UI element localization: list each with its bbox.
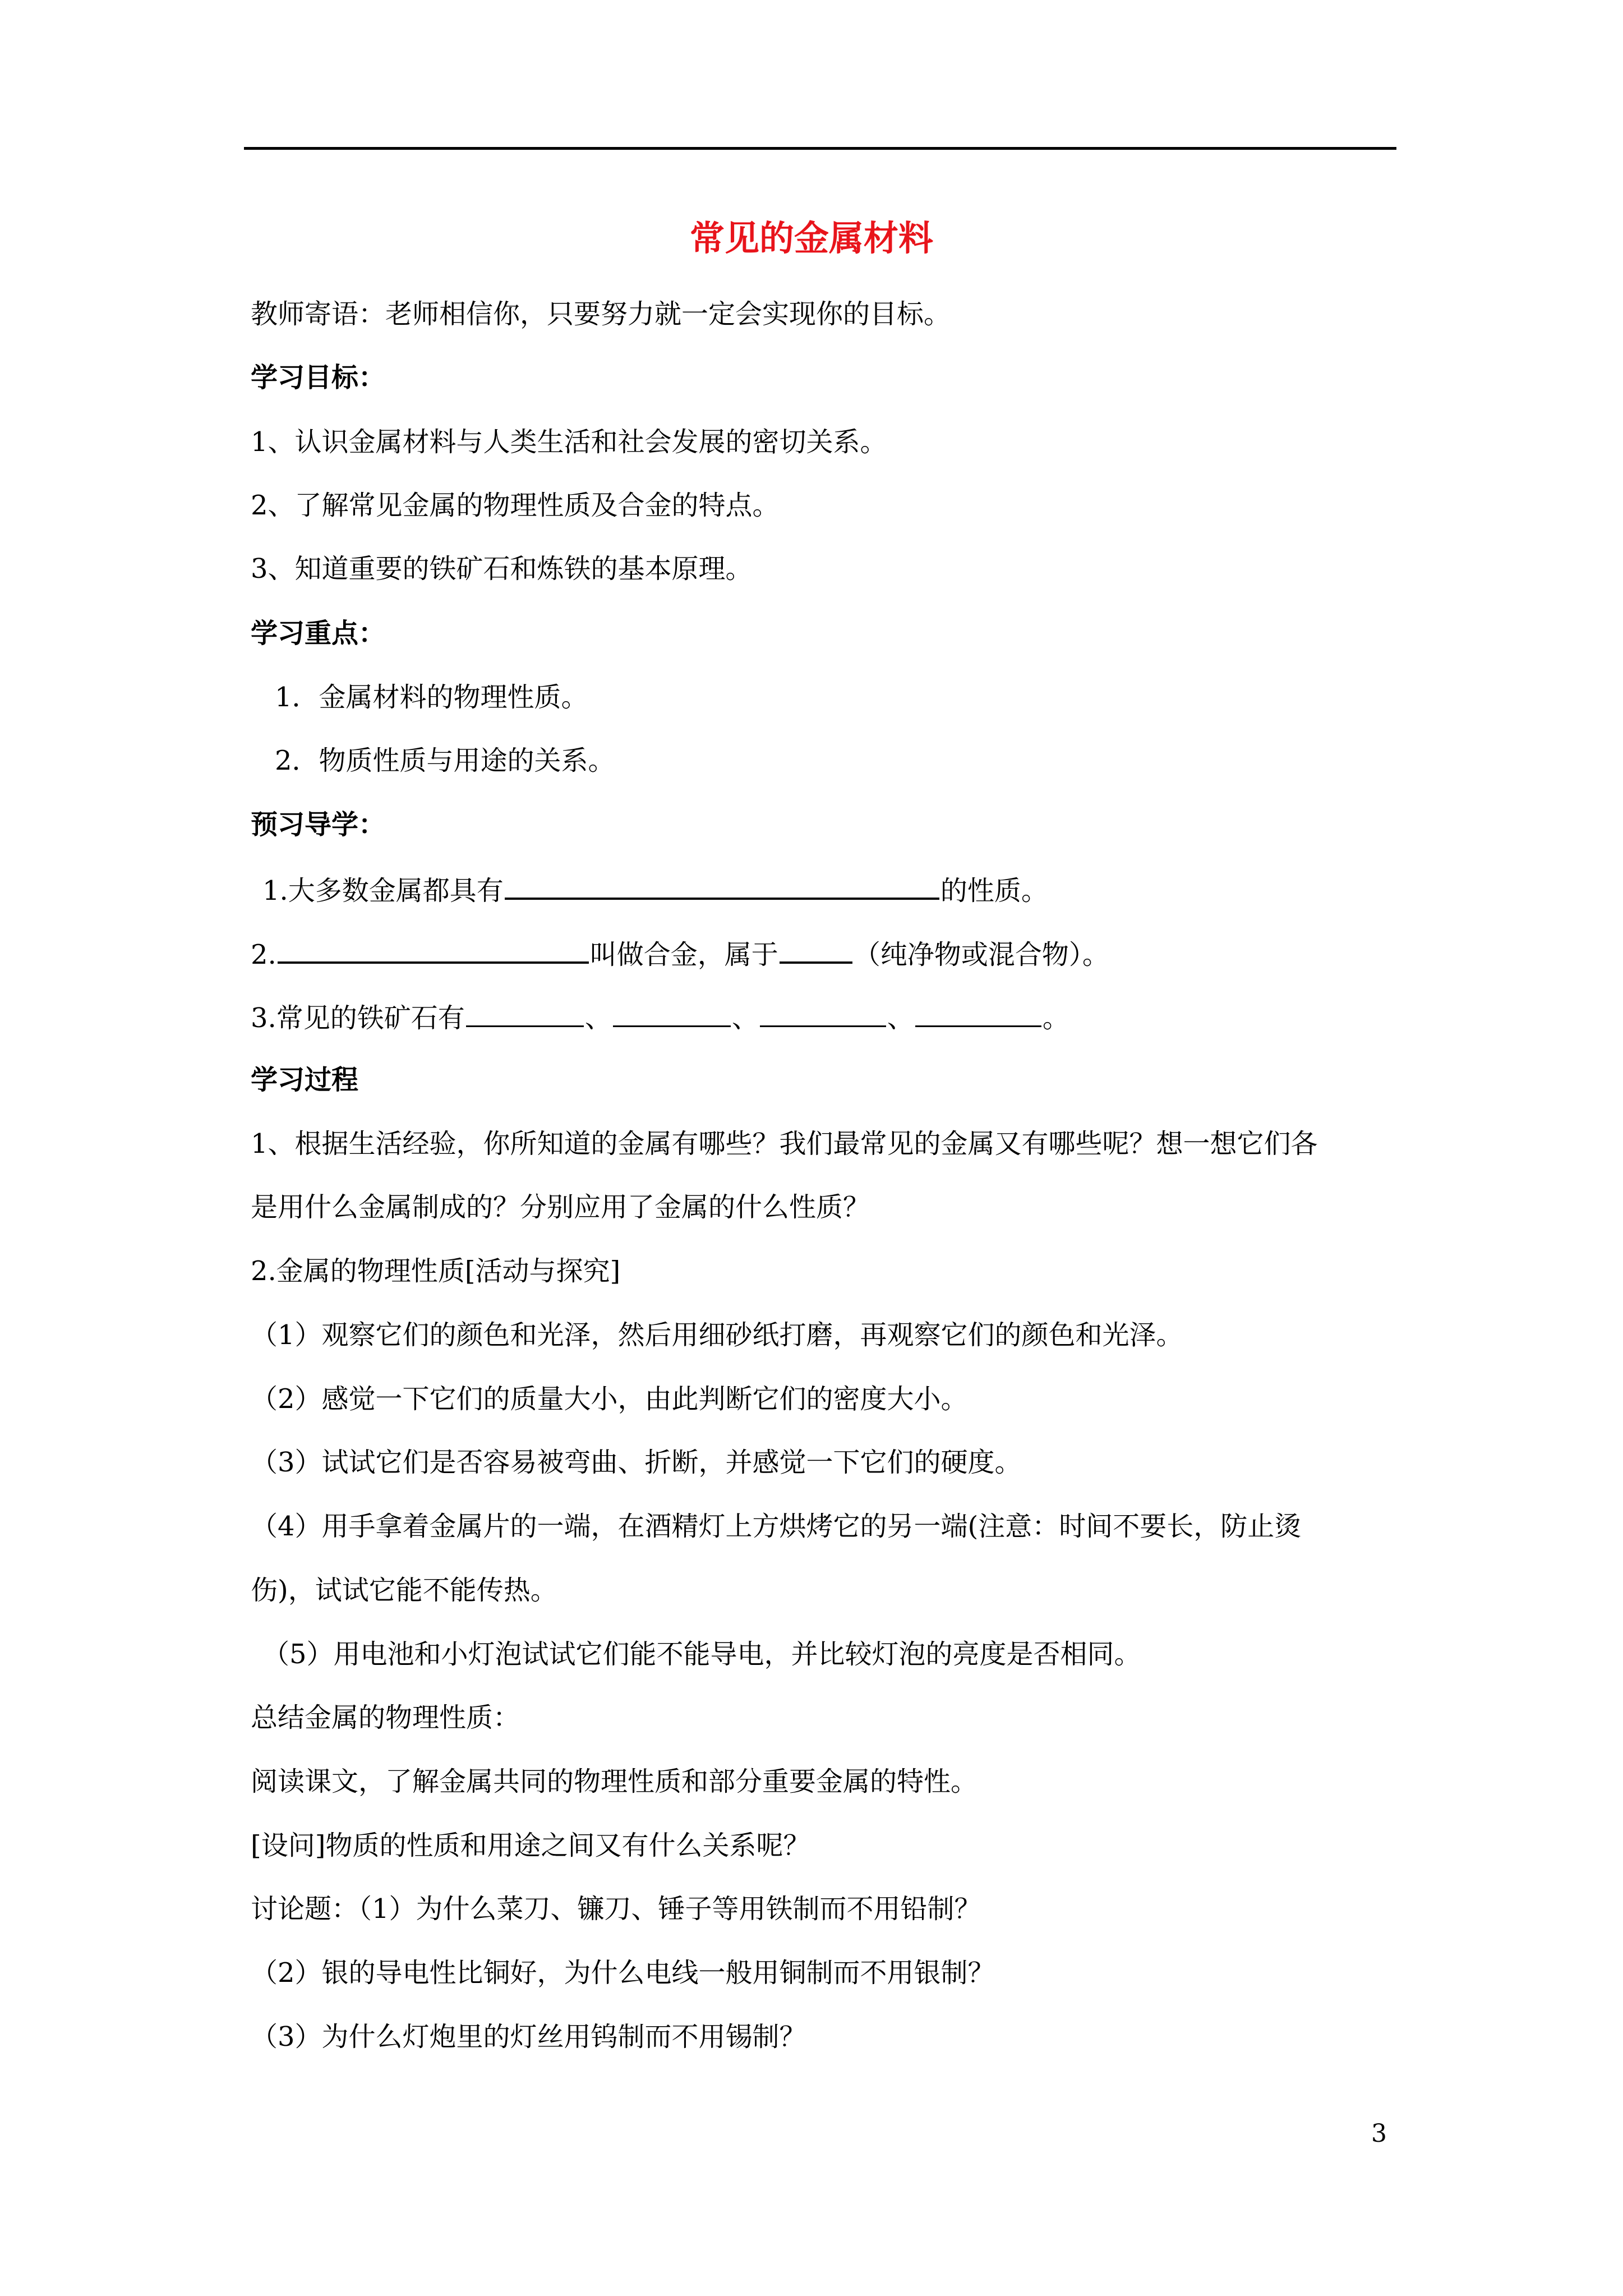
process-heading: 学习过程 (251, 1064, 359, 1096)
activity-step: （1）观察它们的颜色和光泽，然后用细砂纸打磨，再观察它们的颜色和光泽。 (251, 1319, 1183, 1351)
preview-q2-prefix: 2. (251, 939, 276, 970)
summary-line: 总结金属的物理性质： (251, 1702, 520, 1733)
fill-blank[interactable] (780, 935, 852, 964)
fill-blank[interactable] (278, 935, 589, 964)
preview-q1-suffix: 的性质。 (940, 875, 1048, 907)
question-line: [设问]物质的性质和用途之间又有什么关系呢？ (251, 1830, 810, 1861)
discussion-item: （3）为什么灯炮里的灯丝用钨制而不用锡制？ (251, 2021, 806, 2053)
key-point-item: 1．金属材料的物理性质。 (275, 682, 588, 713)
activity-step: （4）用手拿着金属片的一端，在酒精灯上方烘烤它的另一端(注意：时间不要长，防止烫 (251, 1511, 1302, 1542)
key-point-item: 2．物质性质与用途的关系。 (275, 745, 615, 776)
activity-step: （5）用电池和小灯泡试试它们能不能导电，并比较灯泡的亮度是否相同。 (262, 1639, 1141, 1670)
activity-step: 伤)，试试它能不能传热。 (251, 1575, 557, 1606)
preview-q3-end: 。 (1042, 1002, 1069, 1034)
teacher-note: 教师寄语：老师相信你，只要努力就一定会实现你的目标。 (251, 298, 951, 330)
fill-blank[interactable] (760, 999, 886, 1027)
key-points-heading: 学习重点： (251, 618, 386, 649)
fill-blank[interactable] (915, 999, 1041, 1027)
page-number: 3 (1371, 2119, 1387, 2148)
process-paragraph-1: 是用什么金属制成的？分别应用了金属的什么性质？ (251, 1191, 870, 1223)
reading-line: 阅读课文，了解金属共同的物理性质和部分重要金属的特性。 (251, 1766, 978, 1797)
discussion-item: （2）银的导电性比铜好，为什么电线一般用铜制而不用银制？ (251, 1957, 995, 1989)
header-rule (244, 147, 1396, 150)
activity-step: （3）试试它们是否容易被弯曲、折断，并感觉一下它们的硬度。 (251, 1447, 1022, 1478)
preview-question-3 (251, 999, 1069, 1036)
preview-q2-middle: 叫做合金，属于 (589, 939, 778, 970)
fill-blank[interactable] (466, 999, 584, 1027)
process-paragraph-1: 1、根据生活经验，你所知道的金属有哪些？我们最常见的金属又有哪些呢？想一想它们各 (251, 1128, 1318, 1159)
preview-q3-prefix: 3.常见的铁矿石有 (251, 1002, 465, 1034)
objective-item: 1、认识金属材料与人类生活和社会发展的密切关系。 (251, 426, 887, 458)
discussion-item: 讨论题：（1）为什么菜刀、镰刀、锤子等用铁制而不用铅制？ (251, 1893, 981, 1925)
activity-step: （2）感觉一下它们的质量大小，由此判断它们的密度大小。 (251, 1383, 968, 1415)
objective-item: 2、了解常见金属的物理性质及合金的特点。 (251, 490, 780, 521)
objectives-heading: 学习目标： (251, 362, 386, 393)
preview-heading: 预习导学： (251, 809, 386, 840)
preview-question-2 (251, 935, 1109, 973)
preview-q3-sep: 、 (584, 1002, 612, 1034)
process-paragraph-2: 2.金属的物理性质[活动与探究] (251, 1255, 621, 1287)
fill-blank[interactable] (505, 871, 939, 900)
objective-item: 3、知道重要的铁矿石和炼铁的基本原理。 (251, 553, 753, 585)
page-title: 常见的金属材料 (689, 218, 933, 259)
preview-q2-suffix: （纯净物或混合物）。 (853, 939, 1109, 970)
preview-q3-sep: 、 (887, 1002, 914, 1034)
preview-question-1 (262, 871, 1048, 909)
fill-blank[interactable] (613, 999, 731, 1027)
preview-q3-sep: 、 (731, 1002, 759, 1034)
preview-q1-prefix: 1.大多数金属都具有 (262, 875, 504, 907)
